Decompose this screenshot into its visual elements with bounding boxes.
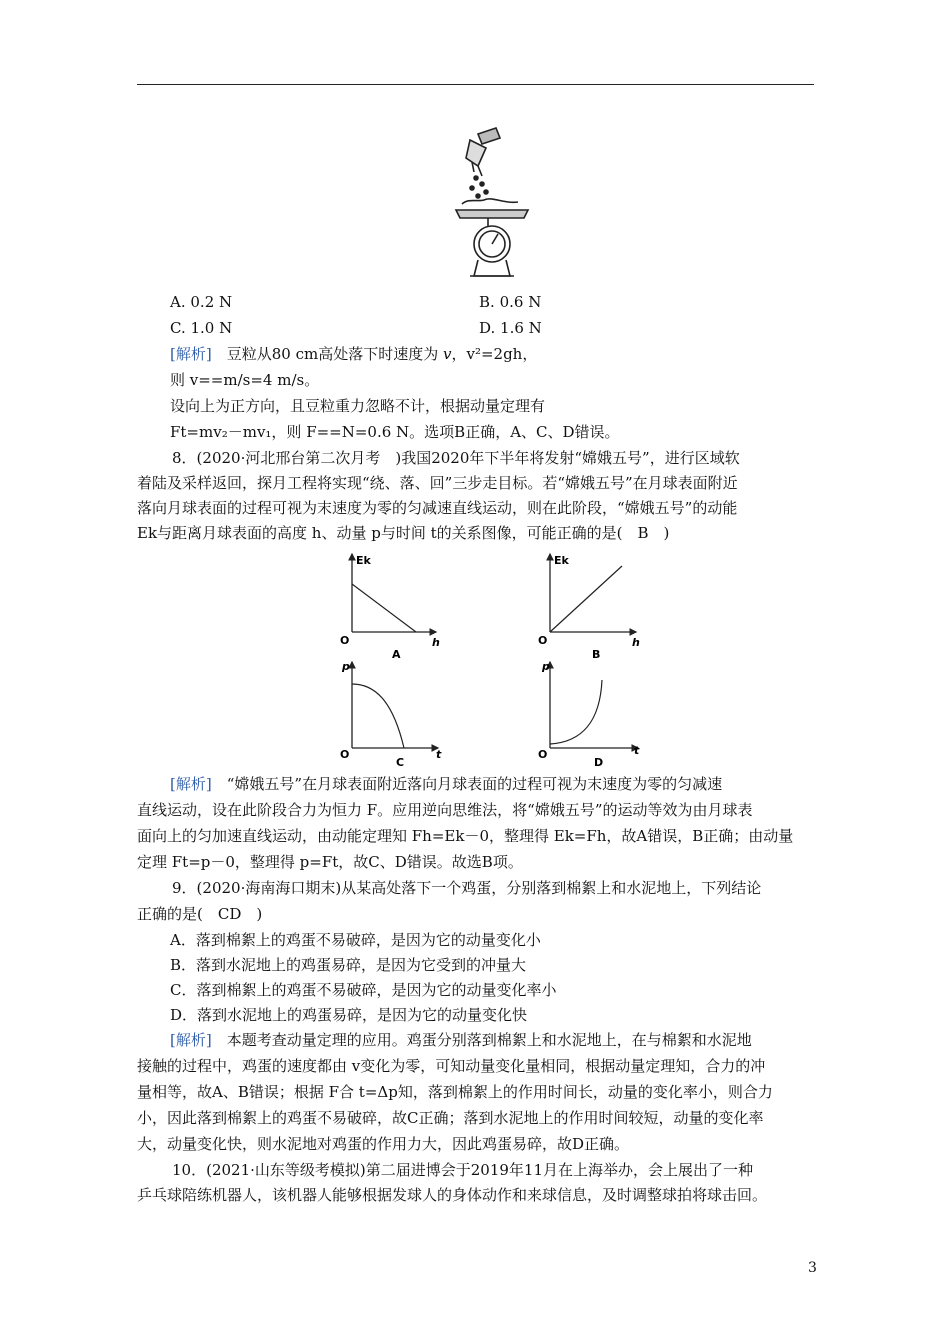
graph-a-line xyxy=(352,584,416,632)
graph-b-caption: B xyxy=(592,648,601,660)
graph-a-caption: A xyxy=(392,648,401,660)
q8-stem-line-4: Ek与距离月球表面的高度 h、动量 p与时间 t的关系图像，可能正确的是( B ) xyxy=(137,524,670,542)
q7-option-d: D. 1.6 N xyxy=(479,319,542,337)
q7-analysis-line-2: 则 v==m/s=4 m/s。 xyxy=(170,371,320,389)
graph-a-ylabel: Ek xyxy=(356,554,371,567)
graph-c-caption: C xyxy=(396,756,405,769)
q8-analysis-line-1: [解析] “嫦娥五号”在月球表面附近落向月球表面的过程可视为末速度为零的匀减速 xyxy=(170,775,723,793)
graph-d-ylabel: p xyxy=(542,660,550,673)
q9-option-c: C．落到棉絮上的鸡蛋不易破碎，是因为它的动量变化率小 xyxy=(170,981,557,999)
q9-stem-line-2: 正确的是( CD ) xyxy=(137,905,263,923)
q7-option-a: A. 0.2 N xyxy=(170,293,233,311)
graph-a-origin: O xyxy=(340,634,350,647)
q8-analysis-line-2: 直线运动，设在此阶段合力为恒力 F。应用逆向思维法，将“嫦娥五号”的运动等效为由月球表 xyxy=(137,801,753,819)
q8-analysis-line-3: 面向上的匀加速直线运动，由动能定理知 Fh=Ek－0，整理得 Ek=Fh，故A错误，B正确；由动量 xyxy=(137,827,794,845)
header-rule xyxy=(137,84,814,85)
q7-option-b: B. 0.6 N xyxy=(479,293,542,311)
analysis-tag: [解析] xyxy=(170,345,212,363)
q8-stem-line-2: 着陆及采样返回，探月工程将实现“绕、落、回”三步走目标。若“嫦娥五号”在月球表面附近 xyxy=(137,474,738,492)
q9-analysis-line-1: [解析] 本题考查动量定理的应用。鸡蛋分别落到棉絮上和水泥地上，在与棉絮和水泥地 xyxy=(170,1031,752,1049)
graph-c xyxy=(338,656,450,770)
graph-c-ylabel: p xyxy=(342,660,350,673)
graph-c-origin: O xyxy=(340,748,350,761)
graph-b-ylabel: Ek xyxy=(554,554,569,567)
graph-b-xlabel: h xyxy=(632,636,640,649)
q9-analysis-line-3: 量相等，故A、B错误；根据 F合 t=Δp知，落到棉絮上的作用时间长，动量的变化率小，则合力 xyxy=(137,1083,773,1101)
q9-option-d: D．落到水泥地上的鸡蛋易碎，是因为它的动量变化快 xyxy=(170,1006,528,1024)
q7-analysis-line-3: 设向上为正方向，且豆粒重力忽略不计，根据动量定理有 xyxy=(170,397,546,415)
q7-option-c: C. 1.0 N xyxy=(170,319,233,337)
graph-b-line xyxy=(550,566,622,632)
q8-analysis-line-4: 定理 Ft=p－0，整理得 p=Ft，故C、D错误。故选B项。 xyxy=(137,853,523,871)
graph-d-origin: O xyxy=(538,748,548,761)
graph-b-origin: O xyxy=(538,634,548,647)
q9-option-b: B．落到水泥地上的鸡蛋易碎，是因为它受到的冲量大 xyxy=(170,956,527,974)
q7-analysis-line-4: Ft=mv₂－mv₁，则 F==N=0.6 N。选项B正确，A、C、D错误。 xyxy=(170,423,620,441)
q9-analysis-line-5: 大，动量变化快，则水泥地对鸡蛋的作用力大，因此鸡蛋易碎，故D正确。 xyxy=(137,1135,630,1153)
analysis-tag: [解析] xyxy=(170,775,212,793)
page-number: 3 xyxy=(808,1260,817,1276)
q7-analysis-line-1: [解析] 豆粒从80 cm高处落下时速度为 v，v²=2gh， xyxy=(170,345,538,363)
q8-stem-line-1: 8．(2020·河北邢台第二次月考 )我国2020年下半年将发射“嫦娥五号”，进行区域软 xyxy=(172,449,740,467)
q9-analysis-line-4: 小，因此落到棉絮上的鸡蛋不易破碎，故C正确；落到水泥地上的作用时间较短，动量的变化率 xyxy=(137,1109,764,1127)
graph-a-xlabel: h xyxy=(432,636,440,649)
q10-stem-line-2: 乒乓球陪练机器人，该机器人能够根据发球人的身体动作和来球信息，及时调整球拍将球击回。 xyxy=(137,1186,768,1204)
graph-b xyxy=(536,548,648,660)
q9-analysis-line-2: 接触的过程中，鸡蛋的速度都由 v变化为零，可知动量变化量相同，根据动量定理知，合力的冲 xyxy=(137,1057,766,1075)
q10-stem-line-1: 10．(2021·山东等级考模拟)第二届进博会于2019年11月在上海举办，会上展出了一种 xyxy=(172,1161,753,1179)
graph-c-curve xyxy=(352,684,404,748)
q9-option-a: A．落到棉絮上的鸡蛋不易破碎，是因为它的动量变化小 xyxy=(170,931,541,949)
scale-illustration xyxy=(448,126,536,284)
graph-d-curve xyxy=(550,680,602,744)
graph-d-caption: D xyxy=(594,756,604,769)
graph-c-xlabel: t xyxy=(436,748,442,761)
q8-stem-line-3: 落向月球表面的过程可视为末速度为零的匀减速直线运动，则在此阶段，“嫦娥五号”的动能 xyxy=(137,499,738,517)
graph-d xyxy=(538,656,650,770)
graph-d-xlabel: t xyxy=(634,744,640,757)
analysis-tag: [解析] xyxy=(170,1031,212,1049)
graph-a xyxy=(336,548,448,660)
q9-stem-line-1: 9．(2020·海南海口期末)从某高处落下一个鸡蛋，分别落到棉絮上和水泥地上，下列结论 xyxy=(172,879,762,897)
